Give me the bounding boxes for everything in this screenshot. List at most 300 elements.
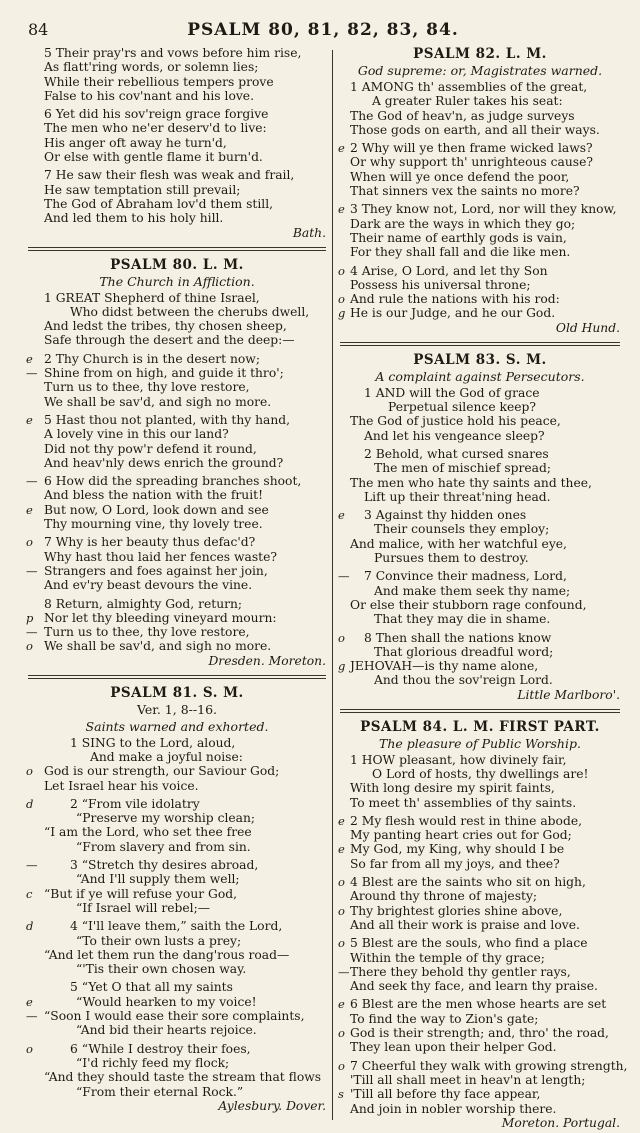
verse-line — [28, 395, 326, 409]
verse-line — [340, 598, 620, 612]
verse-line — [340, 292, 620, 306]
verse-line — [340, 781, 620, 795]
psalm-84 — [338, 718, 628, 1131]
verse-line — [340, 842, 620, 856]
verse-text: But now, O Lord, look down and see — [44, 502, 269, 517]
stanza-lines — [28, 736, 326, 1099]
page-number: 84 — [28, 20, 49, 39]
dynamics-mark: o — [26, 639, 33, 654]
verse-text: Thy mourning vine, thy lovely tree. — [44, 517, 263, 532]
verse-line — [28, 168, 326, 182]
verse-text: 1 AND will the God of grace — [364, 385, 540, 400]
verse-text: That sinners vex the saints no more? — [350, 184, 580, 199]
verse-line — [340, 673, 620, 687]
verse-line — [340, 612, 620, 626]
verse-text: And seek thy face, and learn thy praise. — [350, 979, 598, 994]
dynamics-mark: d — [26, 919, 34, 934]
verse-line — [340, 141, 620, 155]
dynamics-mark: o — [338, 936, 345, 951]
verse-line — [340, 569, 620, 583]
verse-text: That they may die in shame. — [374, 612, 551, 627]
verse-line — [340, 264, 620, 278]
verse-line — [340, 814, 620, 828]
verse-text: And all their work is praise and love. — [350, 917, 580, 932]
verse-text: Shine from on high, and guide it thro'; — [44, 366, 284, 381]
verse-line — [28, 319, 326, 333]
stanza-lines — [340, 80, 620, 321]
verse-text: 6 Blest are the men whose hearts are set — [350, 997, 607, 1012]
verse-text: “I am the Lord, who set thee free — [44, 825, 252, 840]
verse-text: “I'd richly feed my flock; — [76, 1055, 230, 1070]
verse-text: My God, my King, why should I be — [350, 842, 565, 857]
dynamics-mark: — — [338, 569, 350, 584]
dynamics-mark: o — [338, 875, 345, 890]
psalm-title: PSALM 84. L. M. FIRST PART. — [360, 718, 600, 735]
verse-line — [340, 767, 620, 781]
verse-text: Or else with gentle flame it burn'd. — [44, 150, 263, 165]
verse-line — [340, 522, 620, 536]
verse-line — [340, 537, 620, 551]
verse-text: And make a joyful noise: — [90, 749, 243, 764]
stanza-lines — [28, 46, 326, 226]
dynamics-mark: c — [26, 886, 33, 901]
section-rule — [28, 247, 326, 251]
verse-text: That glorious dreadful word; — [374, 644, 554, 659]
psalm-80 — [28, 257, 326, 669]
verse-line — [340, 400, 620, 414]
psalm-verses: Ver. 1, 8--16. — [136, 701, 217, 717]
verse-line — [340, 476, 620, 490]
verse-line — [340, 429, 620, 443]
verse-line — [28, 75, 326, 89]
psalm-82 — [340, 46, 620, 336]
verse-line — [28, 107, 326, 121]
verse-text: “And they should taste the stream that flows — [44, 1070, 322, 1085]
psalm-title: PSALM 80. L. M. — [110, 256, 244, 273]
dynamics-mark: — — [26, 625, 38, 640]
verse-text: Lift up their threat'ning head. — [364, 489, 551, 504]
dynamics-mark: e — [338, 202, 345, 217]
verse-text: JEHOVAH—is thy name alone, — [350, 659, 539, 674]
verse-text: And malice, with her watchful eye, — [350, 536, 567, 551]
verse-line — [28, 797, 326, 811]
verse-line — [340, 875, 620, 889]
verse-text: When will ye once defend the poor, — [350, 169, 570, 184]
verse-line — [28, 366, 326, 380]
verse-line — [340, 889, 620, 903]
verse-line — [340, 965, 620, 979]
right-column — [338, 46, 628, 1131]
verse-text: 3 Against thy hidden ones — [364, 508, 527, 523]
verse-text: 2 “From vile idolatry — [70, 796, 200, 811]
dynamics-mark: p — [26, 610, 34, 625]
verse-line — [28, 89, 326, 103]
verse-line — [340, 245, 620, 259]
psalm-subtitle: God supreme: or, Magistrates warned. — [357, 63, 603, 78]
verse-text: And join in nobler worship there. — [350, 1101, 557, 1116]
dynamics-mark: o — [338, 903, 345, 918]
verse-text: As flatt'ring words, or solemn lies; — [44, 60, 259, 75]
verse-text: 7 He saw their flesh was weak and frail, — [44, 168, 295, 183]
verse-line — [28, 564, 326, 578]
verse-text: 4 “I'll leave them,” saith the Lord, — [70, 919, 283, 934]
verse-text: 2 Thy Church is in the desert now; — [44, 351, 260, 366]
verse-line — [28, 611, 326, 625]
verse-text: 1 HOW pleasant, how divinely fair, — [350, 752, 567, 767]
dynamics-mark: — — [26, 858, 38, 873]
verse-line — [338, 1058, 628, 1073]
verse-line — [28, 380, 326, 394]
verse-line — [28, 136, 326, 150]
verse-line — [340, 645, 620, 659]
verse-text: 'Till all before thy face appear, — [350, 1087, 541, 1102]
verse-line — [28, 980, 326, 994]
verse-text: While their rebellious tempers prove — [44, 74, 274, 89]
verse-line — [28, 1023, 326, 1037]
dynamics-mark: — — [26, 563, 38, 578]
psalm-subtitle: A complaint against Persecutors. — [375, 368, 585, 384]
verse-text: 6 Yet did his sov'reign grace forgive — [44, 107, 269, 122]
verse-line — [28, 995, 326, 1009]
dynamics-mark: o — [26, 1041, 33, 1056]
verse-text: “And bid their hearts rejoice. — [76, 1023, 257, 1038]
stanza-lines — [28, 291, 326, 654]
column-divider — [332, 50, 333, 1120]
verse-line — [340, 904, 620, 918]
dynamics-mark: o — [338, 1058, 345, 1073]
verse-text: His anger oft away he turn'd, — [44, 135, 227, 150]
verse-line — [28, 858, 326, 872]
verse-text: A greater Ruler takes his seat: — [372, 94, 563, 109]
verse-line — [28, 779, 326, 793]
dynamics-mark: — — [26, 366, 38, 381]
verse-line — [28, 625, 326, 639]
verse-text: Thy brightest glories shine above, — [350, 903, 563, 918]
verse-line — [28, 197, 326, 211]
verse-text: Within the temple of thy grace; — [350, 950, 545, 965]
verse-line — [340, 796, 620, 810]
dynamics-mark: e — [338, 997, 345, 1012]
verse-text: Or else their stubborn rage confound, — [350, 597, 587, 612]
psalm-78-continuation — [28, 46, 326, 241]
verse-text: “From slavery and from sin. — [76, 839, 251, 854]
verse-text: 4 Arise, O Lord, and let thy Son — [350, 263, 548, 278]
verse-line — [28, 750, 326, 764]
verse-text: 3 They know not, Lord, nor will they know, — [350, 202, 617, 217]
verse-line — [340, 447, 620, 461]
verse-line — [28, 825, 326, 839]
section-rule — [340, 709, 620, 713]
verse-text: And heav'nly dews enrich the ground? — [44, 455, 284, 470]
tune-name: Bath. — [292, 225, 326, 240]
verse-line — [28, 183, 326, 197]
verse-text: The men who hate thy saints and thee, — [350, 475, 592, 490]
verse-text: False to his cov'nant and his love. — [44, 88, 254, 103]
verse-text: The God of Abraham lov'd them still, — [44, 196, 274, 211]
verse-line — [340, 1087, 620, 1101]
verse-line — [28, 901, 326, 915]
verse-line — [340, 1040, 620, 1054]
tune-name: Moreton. Portugal. — [501, 1115, 620, 1130]
verse-text: Or why support th' unrighteous cause? — [350, 155, 593, 170]
verse-line — [340, 490, 620, 504]
verse-text: There they behold thy gentler rays, — [350, 964, 571, 979]
verse-line — [340, 109, 620, 123]
psalm-title: PSALM 81. S. M. — [110, 684, 244, 701]
verse-text: 5 Blest are the souls, who find a place — [350, 936, 588, 951]
verse-line — [28, 535, 326, 549]
verse-text: And ev'ry beast devours the vine. — [44, 578, 253, 593]
dynamics-mark: — — [338, 964, 350, 979]
verse-text: 8 Return, almighty God, return; — [44, 596, 243, 611]
verse-line — [340, 231, 620, 245]
verse-text: Did not thy pow'r defend it round, — [44, 441, 257, 456]
verse-line — [340, 631, 620, 645]
verse-text: 5 Hast thou not planted, with thy hand, — [44, 412, 291, 427]
verse-line — [340, 857, 620, 871]
verse-line — [28, 919, 326, 933]
verse-text: Why hast thou laid her fences waste? — [44, 549, 277, 564]
verse-text: 7 Why is her beauty thus defac'd? — [44, 535, 256, 550]
verse-text: 6 How did the spreading branches shoot, — [44, 474, 302, 489]
verse-text: “Soon I would ease their sore complaints, — [44, 1009, 305, 1024]
dynamics-mark: g — [338, 659, 346, 674]
dynamics-mark: e — [26, 994, 33, 1009]
verse-line — [340, 184, 620, 198]
verse-line — [340, 94, 620, 108]
verse-text: God is their strength; and, thro' the road, — [350, 1026, 609, 1041]
verse-line — [340, 659, 620, 673]
dynamics-mark: g — [338, 306, 346, 321]
verse-text: The God of heav'n, as judge surveys — [350, 108, 575, 123]
dynamics-mark: s — [338, 1087, 344, 1102]
verse-text: And thou the sov'reign Lord. — [374, 673, 553, 688]
verse-text: O Lord of hosts, thy dwellings are! — [372, 766, 589, 781]
dynamics-mark: e — [338, 813, 345, 828]
verse-line — [340, 508, 620, 522]
dynamics-mark: e — [338, 141, 345, 156]
verse-text: Nor let thy bleeding vineyard mourn: — [44, 610, 277, 625]
verse-line — [28, 150, 326, 164]
verse-text: For they shall fall and die like men. — [350, 245, 571, 260]
verse-line — [28, 948, 326, 962]
verse-line — [28, 413, 326, 427]
verse-text: And rule the nations with his rod: — [350, 292, 560, 307]
verse-text: They lean upon their helper God. — [350, 1040, 557, 1055]
verse-line — [28, 333, 326, 347]
verse-text: And bless the nation with the fruit! — [44, 488, 264, 503]
psalm-title: PSALM 82. L. M. — [413, 46, 547, 62]
verse-line — [340, 1026, 620, 1040]
verse-text: 2 Behold, what cursed snares — [364, 446, 549, 461]
section-rule — [340, 342, 620, 346]
verse-text: And led them to his holy hill. — [44, 211, 224, 226]
verse-line — [340, 997, 620, 1011]
verse-line — [28, 639, 326, 653]
verse-text: Pursues them to destroy. — [374, 551, 529, 566]
verse-text: We shall be sav'd, and sigh no more. — [44, 394, 272, 409]
verse-line — [340, 386, 620, 400]
verse-line — [28, 840, 326, 854]
verse-text: He is our Judge, and he our God. — [350, 306, 556, 321]
dynamics-mark: o — [338, 630, 345, 645]
verse-text: “To their own lusts a prey; — [76, 933, 242, 948]
verse-line — [28, 442, 326, 456]
verse-text: Who didst between the cherubs dwell, — [70, 304, 310, 319]
verse-line — [28, 211, 326, 225]
verse-text: A lovely vine in this our land? — [44, 427, 229, 442]
verse-line — [28, 474, 326, 488]
psalm-title: PSALM 83. S. M. — [413, 351, 547, 368]
verse-text: Turn us to thee, thy love restore, — [44, 625, 250, 640]
verse-text: To meet th' assemblies of thy saints. — [350, 795, 577, 810]
verse-line — [28, 46, 326, 60]
verse-line — [340, 551, 620, 565]
verse-text: Around thy throne of majesty; — [350, 889, 538, 904]
verse-line — [340, 202, 620, 216]
verse-text: My panting heart cries out for God; — [350, 828, 572, 843]
verse-text: Their counsels they employ; — [374, 522, 550, 537]
verse-line — [28, 578, 326, 592]
verse-line — [340, 217, 620, 231]
verse-text: We shall be sav'd, and sigh no more. — [44, 639, 272, 654]
verse-line — [28, 1085, 326, 1099]
verse-line — [28, 962, 326, 976]
running-head-title: PSALM 80, 81, 82, 83, 84. — [187, 20, 459, 40]
verse-text: 5 Their pray'rs and vows before him rise, — [44, 46, 302, 60]
verse-text: 1 AMONG th' assemblies of the great, — [350, 80, 588, 94]
verse-text: “'Tis their own chosen way. — [76, 962, 247, 977]
verse-line — [28, 427, 326, 441]
verse-text: So far from all my joys, and thee? — [350, 856, 560, 871]
verse-line — [28, 488, 326, 502]
dynamics-mark: o — [338, 263, 345, 278]
verse-text: 8 Then shall the nations know — [364, 630, 552, 645]
verse-text: To find the way to Zion's gate; — [350, 1011, 539, 1026]
verse-text: 7 Cheerful they walk with growing strength, — [350, 1058, 628, 1073]
verse-text: “And I'll supply them well; — [76, 872, 240, 887]
stanza-lines — [338, 752, 628, 1116]
verse-text: 4 Blest are the saints who sit on high, — [350, 875, 586, 890]
verse-line — [340, 979, 620, 993]
verse-text: “From their eternal Rock.” — [76, 1084, 244, 1099]
verse-text: 3 “Stretch thy desires abroad, — [70, 858, 259, 873]
dynamics-mark: — — [26, 474, 38, 489]
verse-line — [340, 170, 620, 184]
verse-text: “Would hearken to my voice! — [76, 994, 257, 1009]
verse-text: 'Till all shall meet in heav'n at length; — [350, 1072, 586, 1087]
verse-line — [340, 918, 620, 932]
verse-line — [28, 887, 326, 901]
tune-name: Dresden. Moreton. — [208, 653, 326, 668]
verse-line — [28, 764, 326, 778]
verse-line — [340, 1073, 620, 1087]
verse-line — [340, 461, 620, 475]
verse-line — [340, 936, 620, 950]
dynamics-mark: e — [338, 842, 345, 857]
verse-text: He saw temptation still prevail; — [44, 182, 241, 197]
verse-line — [28, 1042, 326, 1056]
verse-text: “And let them run the dang'rous road— — [44, 947, 290, 962]
dynamics-mark: e — [338, 508, 345, 523]
dynamics-mark: e — [26, 412, 33, 427]
psalm-subtitle: The pleasure of Public Worship. — [379, 735, 581, 751]
verse-line — [340, 828, 620, 842]
verse-line — [28, 1070, 326, 1084]
dynamics-mark: o — [26, 764, 33, 779]
left-column — [28, 46, 326, 1114]
verse-line — [28, 517, 326, 531]
verse-text: “If Israel will rebel;— — [76, 900, 211, 915]
verse-text: 5 “Yet O that all my saints — [70, 980, 233, 995]
verse-line — [28, 456, 326, 470]
verse-text: With long desire my spirit faints, — [350, 781, 555, 796]
dynamics-mark: — — [26, 1009, 38, 1024]
dynamics-mark: o — [338, 1026, 345, 1041]
verse-text: 1 GREAT Shepherd of thine Israel, — [44, 290, 260, 305]
stanza-lines — [340, 386, 620, 688]
dynamics-mark: o — [26, 535, 33, 550]
verse-line — [340, 278, 620, 292]
verse-line — [28, 736, 326, 750]
verse-text: Safe through the desert and the deep:— — [44, 333, 295, 348]
verse-line — [28, 550, 326, 564]
verse-text: Possess his universal throne; — [350, 277, 531, 292]
verse-line — [340, 306, 620, 320]
verse-text: 2 My flesh would rest in thine abode, — [350, 813, 583, 828]
verse-line — [28, 352, 326, 366]
dynamics-mark: d — [26, 796, 34, 811]
verse-text: “Preserve my worship clean; — [76, 811, 256, 826]
verse-text: Those gods on earth, and all their ways. — [350, 122, 600, 137]
verse-text: Perpetual silence keep? — [388, 400, 536, 415]
verse-text: Turn us to thee, thy love restore, — [44, 380, 250, 395]
verse-text: And make them seek thy name; — [374, 583, 571, 598]
verse-line — [28, 291, 326, 305]
verse-line — [28, 503, 326, 517]
tune-name: Little Marlboro'. — [517, 687, 620, 702]
verse-text: Dark are the ways in which they go; — [350, 216, 576, 231]
verse-line — [28, 1056, 326, 1070]
verse-text: 2 Why will ye then frame wicked laws? — [350, 141, 593, 156]
verse-text: “But if ye will refuse your God, — [44, 886, 238, 901]
verse-line — [28, 872, 326, 886]
verse-text: Strangers and foes against her join, — [44, 563, 268, 578]
psalm-81 — [28, 685, 326, 1114]
verse-line — [340, 155, 620, 169]
verse-text: God is our strength, our Saviour God; — [44, 764, 280, 779]
running-header — [28, 20, 618, 44]
psalm-subtitle: The Church in Affliction. — [99, 273, 255, 289]
verse-line — [28, 934, 326, 948]
verse-line — [340, 584, 620, 598]
verse-text: The men who ne'er deserv'd to live: — [44, 121, 267, 136]
tune-name: Aylesbury. Dover. — [218, 1098, 326, 1113]
verse-text: 7 Convince their madness, Lord, — [364, 569, 567, 584]
verse-line — [28, 60, 326, 74]
verse-line — [28, 121, 326, 135]
verse-line — [28, 305, 326, 319]
verse-line — [28, 1009, 326, 1023]
verse-line — [340, 951, 620, 965]
verse-text: Their name of earthly gods is vain, — [350, 230, 567, 245]
verse-line — [28, 811, 326, 825]
dynamics-mark: e — [26, 351, 33, 366]
verse-text: Let Israel hear his voice. — [44, 778, 199, 793]
verse-text: The men of mischief spread; — [374, 461, 552, 476]
verse-line — [340, 1102, 620, 1116]
section-rule — [28, 675, 326, 679]
